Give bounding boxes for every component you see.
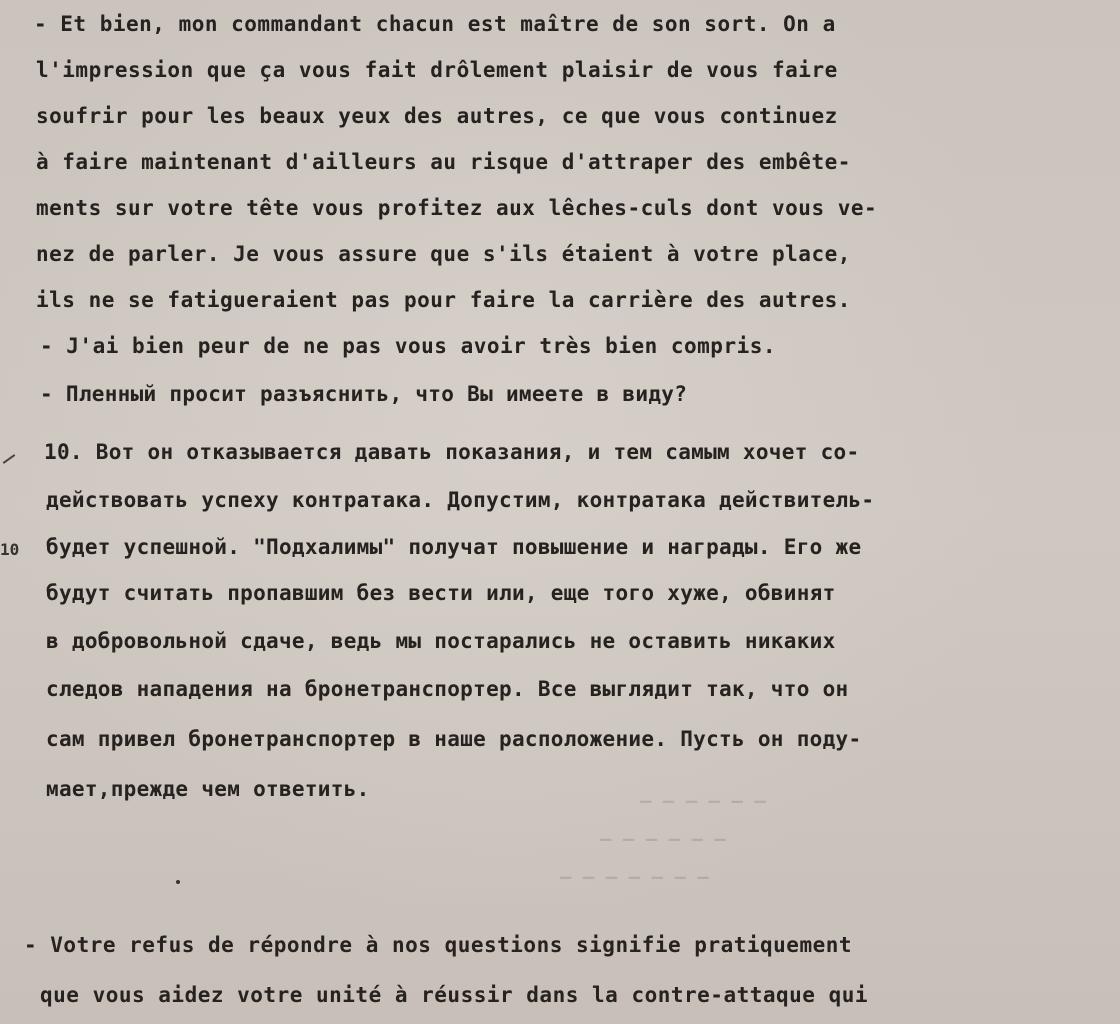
text-line-4: à faire maintenant d'ailleurs au risque d'attraper des embête-: [36, 150, 851, 174]
text-line-7: ils ne se fatigueraient pas pour faire la carrière des autres.: [36, 288, 851, 312]
text-line-8: - J'ai bien peur de ne pas vous avoir très bien compris.: [40, 334, 777, 358]
show-through-text: — — — — — —: [640, 790, 766, 812]
text-line-13: будут считать пропавшим без вести или, еще того хуже, обвинят: [46, 581, 836, 605]
margin-tick-mark: [3, 454, 16, 464]
text-line-15: следов нападения на бронетранспортер. Все выглядит так, что он: [46, 677, 849, 701]
show-through-text: — — — — — — —: [560, 866, 709, 888]
text-line-1: - Et bien, mon commandant chacun est maître de son sort. On a: [34, 12, 836, 36]
text-line-5: ments sur votre tête vous profitez aux lêches-culs dont vous ve-: [36, 196, 878, 220]
stray-ink-dot: [176, 880, 180, 884]
text-line-2: l'impression que ça vous fait drôlement plaisir de vous faire: [36, 58, 838, 82]
text-line-16: сам привел бронетранспортер в наше расположение. Пусть он поду-: [46, 727, 862, 751]
text-line-3: soufrir pour les beaux yeux des autres, ce que vous continuez: [36, 104, 838, 128]
text-line-17: мает,прежде чем ответить.: [46, 777, 370, 801]
margin-number: 10: [0, 540, 20, 559]
text-line-10: 10. Вот он отказывается давать показания, и тем самым хочет со-: [44, 440, 860, 464]
text-line-6: nez de parler. Je vous assure que s'ils étaient à votre place,: [36, 242, 851, 266]
show-through-text: — — — — — —: [600, 828, 726, 850]
text-line-11: действовать успеху контратака. Допустим, контратака действитель-: [46, 488, 875, 512]
text-line-12: будет успешной. "Подхалимы" получат повышение и награды. Его же: [46, 535, 862, 559]
text-line-18: - Votre refus de répondre à nos questions signifie pratiquement: [24, 933, 853, 957]
text-line-14: в добровольной сдаче, ведь мы постарались не оставить никаких: [46, 629, 836, 653]
text-line-9: - Пленный просит разъяснить, что Вы имеете в виду?: [40, 382, 688, 406]
text-line-19: que vous aidez votre unité à réussir dans la contre-attaque qui: [40, 983, 869, 1007]
